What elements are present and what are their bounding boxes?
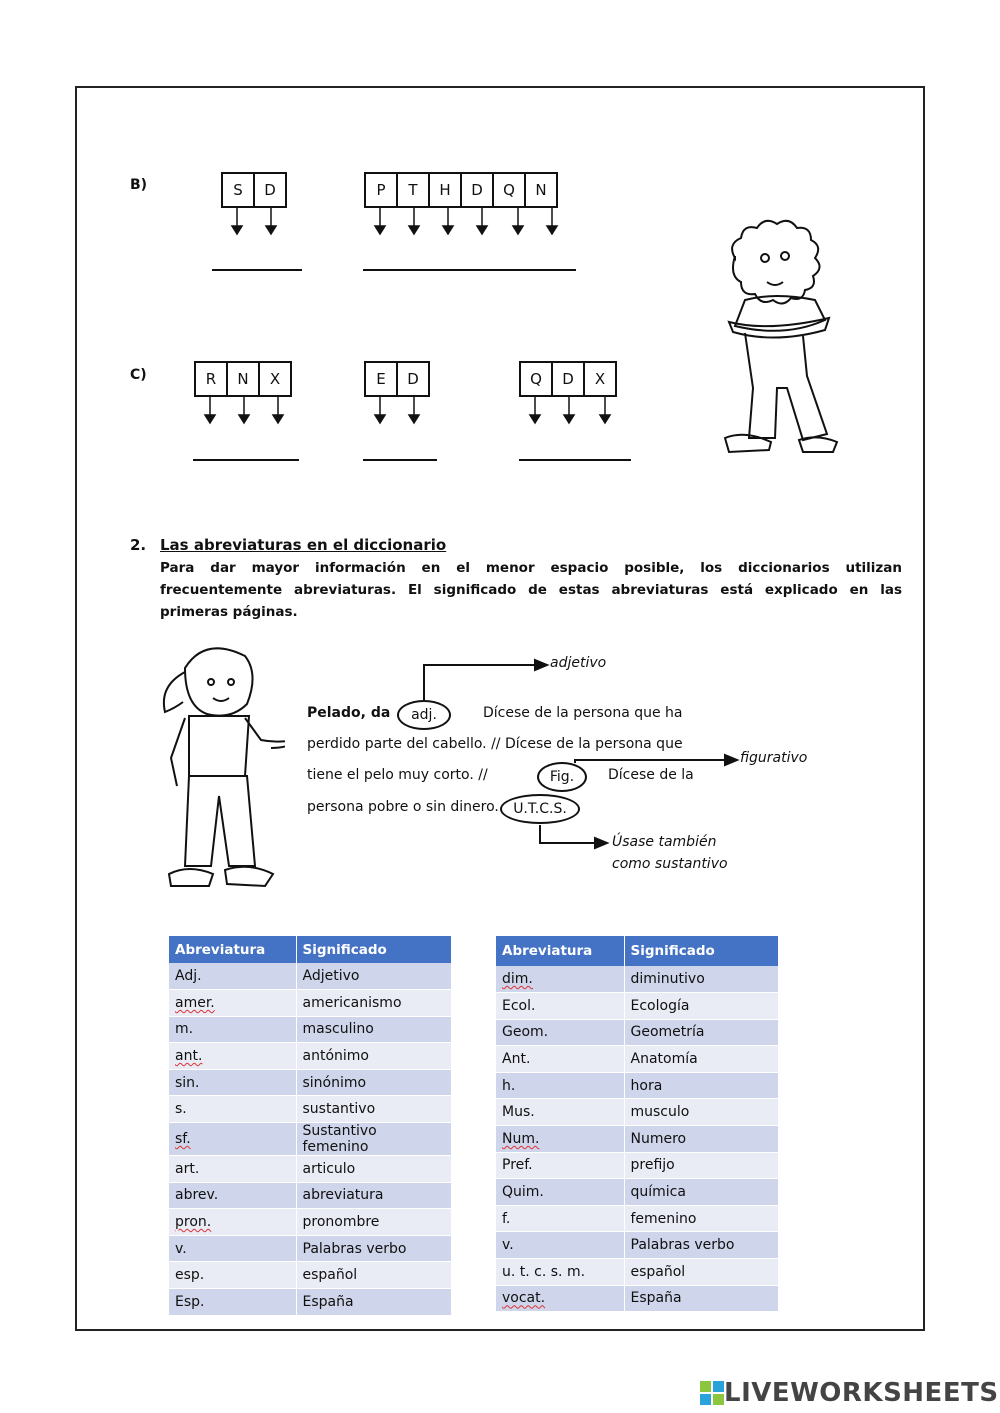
liveworksheets-logo-icon bbox=[700, 1381, 724, 1405]
abbr-cell: h. bbox=[496, 1072, 624, 1099]
table-row bbox=[169, 990, 452, 1017]
meaning-cell: diminutivo bbox=[624, 966, 779, 993]
abbr-cell: esp. bbox=[169, 1262, 296, 1289]
abbr-cell: f. bbox=[496, 1205, 624, 1232]
answer-line-c2[interactable] bbox=[363, 459, 437, 461]
answer-line-c3[interactable] bbox=[519, 459, 631, 461]
callout-figurativo: figurativo bbox=[740, 750, 808, 766]
abbr-cell: ant. bbox=[169, 1043, 296, 1070]
oval-adj: adj. bbox=[397, 700, 451, 730]
entry-headword: Pelado, da bbox=[307, 705, 391, 721]
abbr-cell: Ecol. bbox=[496, 993, 624, 1020]
letter-box: D bbox=[551, 361, 585, 397]
letter-box: D bbox=[396, 361, 430, 397]
table-row bbox=[496, 966, 779, 993]
letter-box: N bbox=[226, 361, 260, 397]
arrows-b-group2 bbox=[364, 206, 574, 238]
table-row bbox=[169, 963, 452, 990]
table-row bbox=[496, 1126, 779, 1153]
meaning-cell: sinónimo bbox=[296, 1069, 452, 1096]
column-header: Significado bbox=[296, 936, 452, 963]
meaning-cell: España bbox=[296, 1289, 452, 1316]
table-row bbox=[169, 1289, 452, 1316]
exercise-b-group2 bbox=[364, 172, 558, 208]
abbr-cell: s. bbox=[169, 1096, 296, 1123]
meaning-cell: español bbox=[296, 1262, 452, 1289]
letter-box: Q bbox=[492, 172, 526, 208]
section2-title: Las abreviaturas en el diccionario bbox=[160, 536, 447, 554]
oval-utcs: U.T.C.S. bbox=[500, 794, 580, 824]
boy-illustration bbox=[715, 218, 845, 463]
meaning-cell: femenino bbox=[624, 1205, 779, 1232]
abbr-cell: v. bbox=[496, 1232, 624, 1259]
letter-box: D bbox=[460, 172, 494, 208]
callout-arrows bbox=[415, 655, 745, 855]
meaning-cell: pronombre bbox=[296, 1209, 452, 1236]
letter-box: X bbox=[258, 361, 292, 397]
table-header-row bbox=[496, 936, 779, 966]
meaning-cell: prefijo bbox=[624, 1152, 779, 1179]
oval-fig: Fig. bbox=[537, 762, 587, 792]
answer-line-b1[interactable] bbox=[212, 269, 302, 271]
exercise-c-label: C) bbox=[130, 367, 147, 383]
meaning-cell: antónimo bbox=[296, 1043, 452, 1070]
exercise-c-group3 bbox=[519, 361, 617, 397]
meaning-cell: hora bbox=[624, 1072, 779, 1099]
meaning-cell: Adjetivo bbox=[296, 963, 452, 990]
table-row bbox=[496, 1099, 779, 1126]
table-row bbox=[169, 1182, 452, 1209]
table-row bbox=[169, 1262, 452, 1289]
letter-box: Q bbox=[519, 361, 553, 397]
arrows-c-group3 bbox=[519, 395, 623, 427]
column-header: Abreviatura bbox=[169, 936, 296, 963]
letter-box: D bbox=[253, 172, 287, 208]
abbr-cell: Adj. bbox=[169, 963, 296, 990]
table-row bbox=[496, 1179, 779, 1206]
meaning-cell: España bbox=[624, 1285, 779, 1312]
meaning-cell: Palabras verbo bbox=[296, 1235, 452, 1262]
callout-usase-1: Úsase también bbox=[612, 834, 717, 850]
column-header: Significado bbox=[624, 936, 779, 966]
callout-adjetivo: adjetivo bbox=[550, 655, 607, 671]
entry-line-4-start: persona pobre o sin dinero. bbox=[307, 799, 499, 815]
arrows-c-group2 bbox=[364, 395, 434, 427]
abbreviations-table-right bbox=[496, 936, 779, 1312]
abbr-cell: sf. bbox=[169, 1123, 296, 1156]
entry-line-3-start: tiene el pelo muy corto. // bbox=[307, 767, 488, 783]
exercise-c-group1 bbox=[194, 361, 292, 397]
abbr-cell: abrev. bbox=[169, 1182, 296, 1209]
table-row bbox=[169, 1123, 452, 1156]
abbr-cell: v. bbox=[169, 1235, 296, 1262]
section2-intro: Para dar mayor información en el menor espacio posible, los diccionarios utilizan frecuentemente abreviaturas. El significado de estas abreviaturas está explicado en las primeras páginas. bbox=[160, 560, 902, 620]
abbr-cell: art. bbox=[169, 1156, 296, 1183]
letter-box: T bbox=[396, 172, 430, 208]
table-row bbox=[169, 1096, 452, 1123]
letter-box: R bbox=[194, 361, 228, 397]
meaning-cell: musculo bbox=[624, 1099, 779, 1126]
letter-box: S bbox=[221, 172, 255, 208]
abbr-cell: Esp. bbox=[169, 1289, 296, 1316]
brand-name: LIVEWORKSHEETS bbox=[724, 1378, 999, 1408]
letter-box: X bbox=[583, 361, 617, 397]
abbr-cell: sin. bbox=[169, 1069, 296, 1096]
meaning-cell: Anatomía bbox=[624, 1046, 779, 1073]
table-row bbox=[496, 1232, 779, 1259]
table-row bbox=[169, 1069, 452, 1096]
answer-line-c1[interactable] bbox=[193, 459, 299, 461]
table-row bbox=[169, 1156, 452, 1183]
table-row bbox=[496, 993, 779, 1020]
table-row bbox=[169, 1016, 452, 1043]
exercise-c-group2 bbox=[364, 361, 430, 397]
abbr-cell: Quim. bbox=[496, 1179, 624, 1206]
answer-line-b2[interactable] bbox=[363, 269, 576, 271]
abbr-cell: vocat. bbox=[496, 1285, 624, 1312]
meaning-cell: Geometría bbox=[624, 1019, 779, 1046]
meaning-cell: español bbox=[624, 1259, 779, 1286]
abbr-cell: m. bbox=[169, 1016, 296, 1043]
table-row bbox=[496, 1019, 779, 1046]
meaning-cell: americanismo bbox=[296, 990, 452, 1017]
table-row bbox=[496, 1072, 779, 1099]
meaning-cell: sustantivo bbox=[296, 1096, 452, 1123]
abbreviations-table-left bbox=[169, 936, 452, 1316]
entry-line-3-end: Dícese de la bbox=[608, 767, 694, 783]
arrows-b-group1 bbox=[221, 206, 291, 238]
table-row bbox=[496, 1259, 779, 1286]
abbr-cell: Ant. bbox=[496, 1046, 624, 1073]
table-header-row bbox=[169, 936, 452, 963]
meaning-cell: articulo bbox=[296, 1156, 452, 1183]
girl-illustration bbox=[155, 638, 285, 913]
arrows-c-group1 bbox=[194, 395, 298, 427]
callout-usase-2: como sustantivo bbox=[612, 856, 728, 872]
abbr-cell: Num. bbox=[496, 1126, 624, 1153]
meaning-cell: masculino bbox=[296, 1016, 452, 1043]
table-row bbox=[169, 1235, 452, 1262]
meaning-cell: Ecología bbox=[624, 993, 779, 1020]
meaning-cell: Numero bbox=[624, 1126, 779, 1153]
column-header: Abreviatura bbox=[496, 936, 624, 966]
abbr-cell: Pref. bbox=[496, 1152, 624, 1179]
entry-line-2: perdido parte del cabello. // Dícese de la persona que bbox=[307, 736, 683, 752]
abbr-cell: Mus. bbox=[496, 1099, 624, 1126]
meaning-cell: Palabras verbo bbox=[624, 1232, 779, 1259]
entry-line-1 bbox=[307, 705, 390, 721]
liveworksheets-logo[interactable] bbox=[700, 1378, 999, 1408]
abbr-cell: dim. bbox=[496, 966, 624, 993]
exercise-b-group1 bbox=[221, 172, 287, 208]
letter-box: E bbox=[364, 361, 398, 397]
table-row bbox=[496, 1046, 779, 1073]
section2-number: 2. bbox=[130, 536, 147, 554]
meaning-cell: abreviatura bbox=[296, 1182, 452, 1209]
entry-line-1-rest: Dícese de la persona que ha bbox=[483, 705, 683, 721]
exercise-b-label: B) bbox=[130, 177, 148, 193]
table-row bbox=[496, 1285, 779, 1312]
letter-box: H bbox=[428, 172, 462, 208]
abbr-cell: amer. bbox=[169, 990, 296, 1017]
letter-box: P bbox=[364, 172, 398, 208]
abbr-cell: Geom. bbox=[496, 1019, 624, 1046]
abbr-cell: pron. bbox=[169, 1209, 296, 1236]
table-row bbox=[496, 1205, 779, 1232]
table-row bbox=[496, 1152, 779, 1179]
meaning-cell: Sustantivo femenino bbox=[296, 1123, 452, 1156]
letter-box: N bbox=[524, 172, 558, 208]
abbr-cell: u. t. c. s. m. bbox=[496, 1259, 624, 1286]
meaning-cell: química bbox=[624, 1179, 779, 1206]
table-row bbox=[169, 1043, 452, 1070]
table-row bbox=[169, 1209, 452, 1236]
